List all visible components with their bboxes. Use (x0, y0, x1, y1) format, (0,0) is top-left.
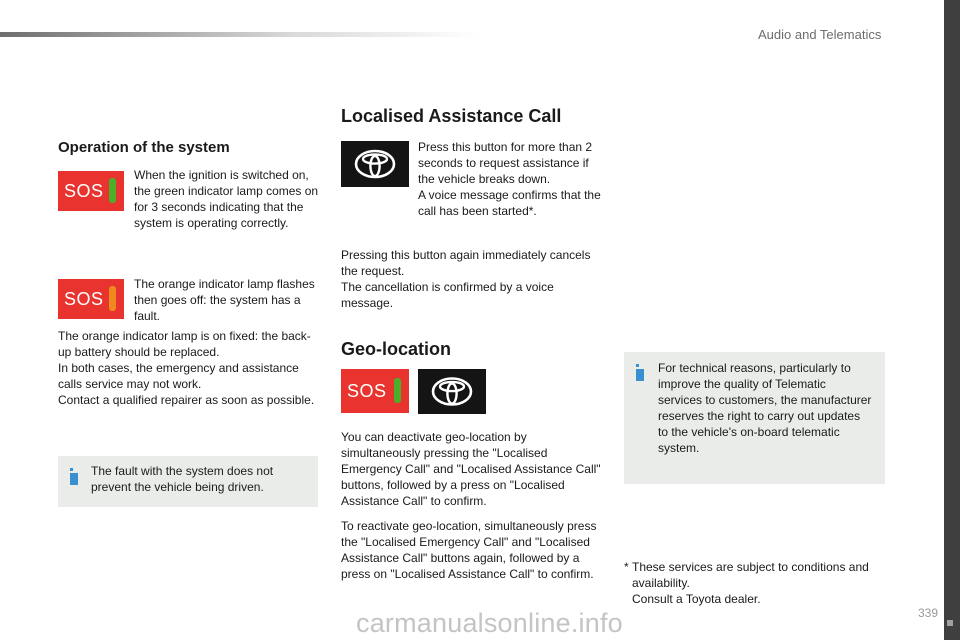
fixed-lamp-text: The orange indicator lamp is on fixed: the back-up battery should be replaced. In both cases, the emergency and assistance calls service may not work. Contact a qualified repairer as soon as possible. (58, 329, 315, 407)
sos-green-button-image (58, 171, 124, 211)
fault-note-text: The fault with the system does not prevent the vehicle being driven. (91, 464, 274, 494)
info-icon (636, 364, 644, 381)
geo-location-title: Geo-location (341, 339, 452, 359)
header-gradient-bar (0, 32, 480, 37)
sos-label: SOS (64, 289, 104, 309)
green-lamp-text: When the ignition is switched on, the green indicator lamp comes on for 3 seconds indicating that the system is operating correctly. (134, 168, 319, 230)
localised-assistance-title: Localised Assistance Call (341, 106, 562, 126)
toyota-logo-icon (341, 141, 409, 187)
fault-note (58, 456, 318, 507)
sos-orange-button-image (58, 279, 124, 319)
sos-label: SOS (347, 381, 387, 401)
info-icon (70, 468, 78, 485)
operation-title: Operation of the system (58, 139, 230, 156)
page-edge-mark (947, 620, 953, 626)
orange-lamp-icon (109, 286, 116, 311)
green-lamp-icon (394, 378, 401, 403)
footnote-text: These services are subject to conditions and availability. Consult a Toyota dealer. (632, 560, 869, 606)
sos-geo-button-image (341, 369, 409, 413)
orange-lamp-text: The orange indicator lamp flashes then goes off: the system has a fault. (134, 277, 315, 323)
watermark: carmanualsonline.info (356, 608, 623, 638)
toyota-logo-icon (418, 369, 486, 414)
technical-note (624, 352, 885, 484)
assistance-button-text: Press this button for more than 2 seconds to request assistance if the vehicle breaks down. A voice message confirms that the call has been started*. (418, 140, 601, 218)
green-lamp-icon (109, 178, 116, 203)
technical-note-text: For technical reasons, particularly to improve the quality of Telematic services to customers, the manufacturer reserves the right to carry out updates to the vehicle's on-board telematic system. (658, 361, 872, 455)
page-edge-bar (944, 0, 960, 640)
geo-reactivate-text: To reactivate geo-location, simultaneously press the "Localised Emergency Call" and "Localised Assistance Call" buttons again, followed by a press on "Localised Assistance Call" to confirm. (341, 519, 597, 581)
geo-deactivate-text: You can deactivate geo-location by simultaneously pressing the "Localised Emergency Call" and "Localised Assistance Call" buttons, followed by a press on "Localised Assistance Call" to confirm. (341, 430, 601, 508)
sos-label: SOS (64, 181, 104, 201)
section-title: Audio and Telematics (758, 27, 882, 42)
cancel-text: Pressing this button again immediately cancels the request. The cancellation is confirmed by a voice message. (341, 248, 591, 310)
page-number: 339 (917, 606, 938, 620)
footnote-mark: * (624, 560, 629, 574)
